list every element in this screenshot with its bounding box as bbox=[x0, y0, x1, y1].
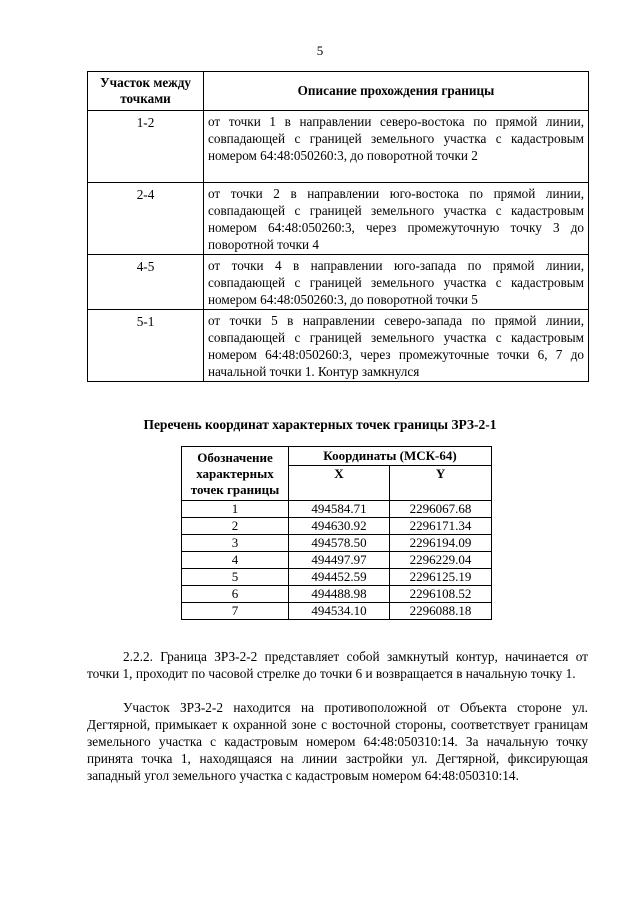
table-row bbox=[182, 552, 492, 569]
point-cell: 4 bbox=[182, 552, 289, 569]
point-cell: 5 bbox=[182, 569, 289, 586]
x-column-header: X bbox=[289, 466, 390, 501]
x-cell: 494630.92 bbox=[289, 518, 390, 535]
point-cell: 6 bbox=[182, 586, 289, 603]
table-row bbox=[182, 501, 492, 518]
y-cell: 2296229.04 bbox=[390, 552, 492, 569]
x-cell: 494488.98 bbox=[289, 586, 390, 603]
x-cell: 494452.59 bbox=[289, 569, 390, 586]
point-cell: 3 bbox=[182, 535, 289, 552]
segment-cell: 1-2 bbox=[88, 111, 204, 183]
point-designation-header: Обозначение характерных точек границы bbox=[182, 447, 289, 501]
y-cell: 2296067.68 bbox=[390, 501, 492, 518]
table-header-row bbox=[88, 72, 589, 111]
y-cell: 2296125.19 bbox=[390, 569, 492, 586]
description-cell: от точки 5 в направлении северо-запада по прямой линии, совпадающей с границей земельного участка с кадастровым номером 64:48:050260:3, через промежуточные точки 6, 7 до начальной точки 1. Контур замкнулся bbox=[204, 310, 589, 382]
point-cell: 7 bbox=[182, 603, 289, 620]
table-row bbox=[182, 569, 492, 586]
page-number: 5 bbox=[316, 43, 324, 58]
paragraph-zrz-2-2-description: Участок ЗРЗ-2-2 находится на противоположной от Объекта стороне ул. Дегтярной, примыкает к охранной зоне с восточной стороны, соответствует границам земельного участка с кадастровым номером 64:48:050310:14. За начальную точку принята точка 1, находящаяся на линии застройки ул. Дегтярной, фиксирующая западный угол земельного участка с кадастровым номером 64:48:050310:14. bbox=[87, 700, 588, 783]
description-cell: от точки 1 в направлении северо-востока по прямой линии, совпадающей с границей земельного участка с кадастровым номером 64:48:050260:3, до поворотной точки 2 bbox=[204, 111, 589, 183]
point-cell: 1 bbox=[182, 501, 289, 518]
boundary-description-table bbox=[87, 71, 589, 382]
table-row bbox=[88, 111, 589, 183]
table-row bbox=[182, 603, 492, 620]
x-cell: 494584.71 bbox=[289, 501, 390, 518]
table-row bbox=[182, 535, 492, 552]
coordinates-list-title: Перечень координат характерных точек границы ЗРЗ-2-1 bbox=[143, 417, 497, 432]
x-cell: 494497.97 bbox=[289, 552, 390, 569]
point-cell: 2 bbox=[182, 518, 289, 535]
table-row bbox=[88, 310, 589, 382]
y-cell: 2296088.18 bbox=[390, 603, 492, 620]
table-row bbox=[182, 518, 492, 535]
table-row bbox=[182, 586, 492, 603]
segment-cell: 5-1 bbox=[88, 310, 204, 382]
paragraph-section-2-2-2: 2.2.2. Граница ЗРЗ-2-2 представляет собой замкнутый контур, начинается от точки 1, проходит по часовой стрелке до точки 6 и возвращается в начальную точку 1. bbox=[87, 649, 588, 681]
y-cell: 2296108.52 bbox=[390, 586, 492, 603]
x-cell: 494578.50 bbox=[289, 535, 390, 552]
table-row bbox=[88, 255, 589, 310]
table-row bbox=[88, 183, 589, 255]
segment-column-header: Участок между точками bbox=[88, 72, 204, 111]
coordinates-header: Координаты (МСК-64) bbox=[289, 447, 492, 466]
y-column-header: Y bbox=[390, 466, 492, 501]
description-cell: от точки 4 в направлении юго-запада по прямой линии, совпадающей с границей земельного участка с кадастровым номером 64:48:050260:3, до поворотной точки 5 bbox=[204, 255, 589, 310]
y-cell: 2296171.34 bbox=[390, 518, 492, 535]
x-cell: 494534.10 bbox=[289, 603, 390, 620]
segment-cell: 4-5 bbox=[88, 255, 204, 310]
description-column-header: Описание прохождения границы bbox=[204, 72, 589, 111]
y-cell: 2296194.09 bbox=[390, 535, 492, 552]
segment-cell: 2-4 bbox=[88, 183, 204, 255]
coordinates-table bbox=[181, 446, 492, 620]
description-cell: от точки 2 в направлении юго-востока по прямой линии, совпадающей с границей земельного участка с кадастровым номером 64:48:050260:3, через промежуточную точку 3 до поворотной точки 4 bbox=[204, 183, 589, 255]
table-header-row bbox=[182, 447, 492, 466]
